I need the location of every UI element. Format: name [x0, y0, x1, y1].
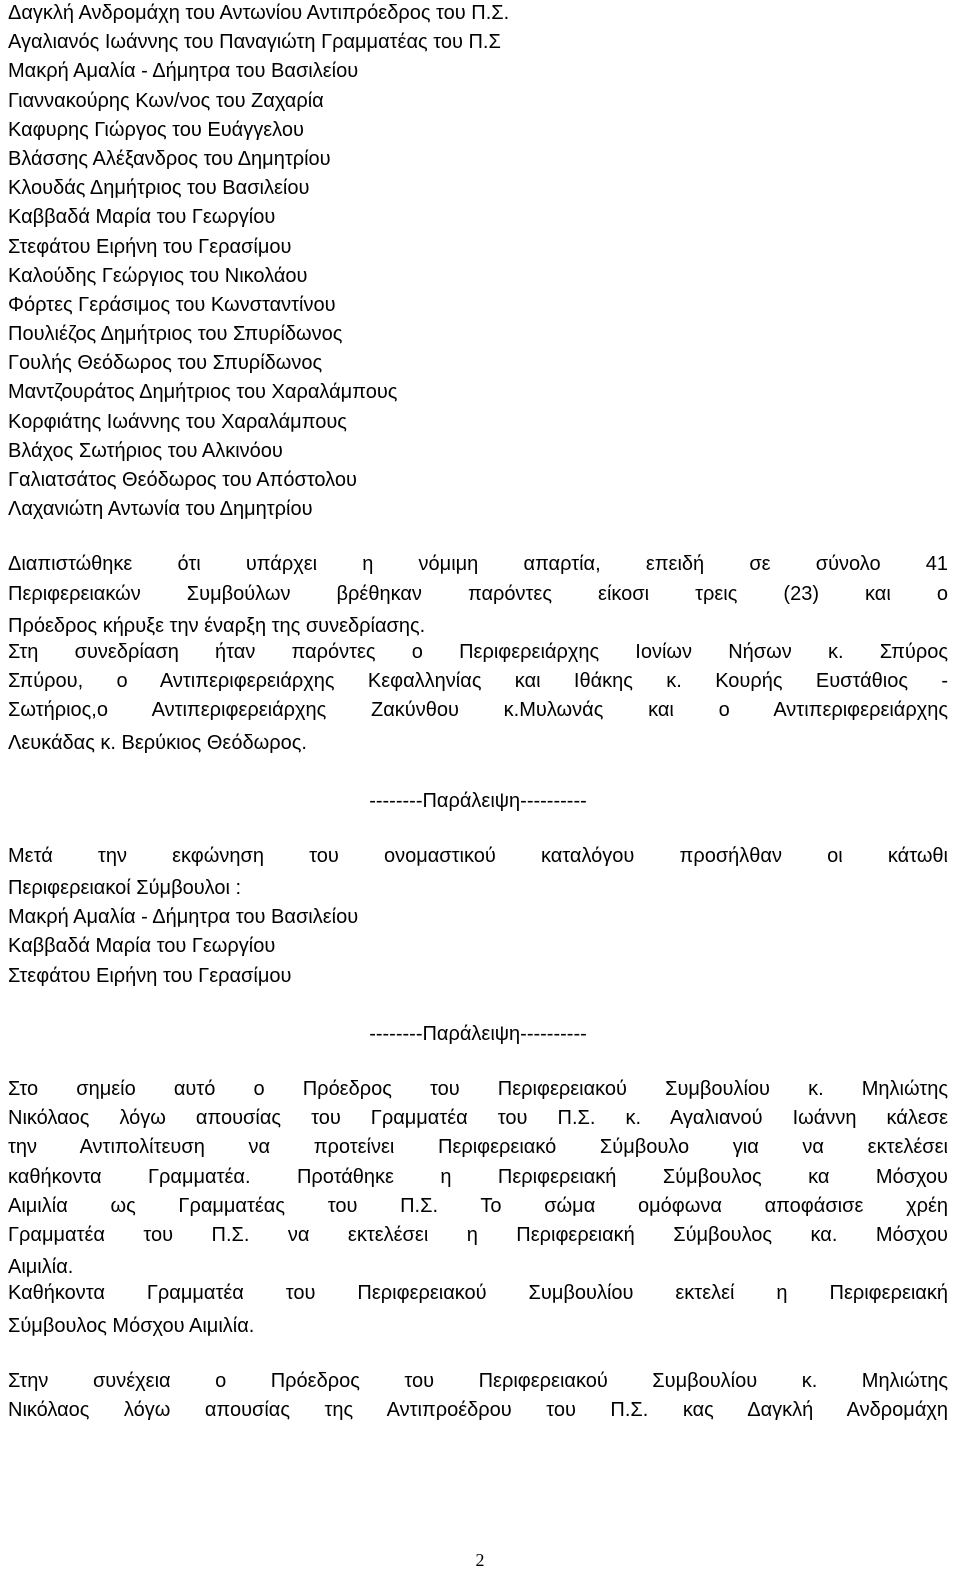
paragraph-line: Σύμβουλος Μόσχου Αιμιλία.	[8, 1314, 255, 1337]
paragraph-line: Καθήκοντα Γραμματέα του Περιφερειακού Συμβουλίου εκτελεί η Περιφερειακή	[8, 1282, 948, 1305]
attendance-paragraph	[8, 641, 948, 758]
paragraph-line: Λευκάδας κ. Βερύκιος Θεόδωρος.	[8, 731, 307, 754]
list-item: Γιαννακούρης Κων/νος του Ζαχαρία	[8, 89, 324, 112]
list-item: Μακρή Αμαλία - Δήμητρα του Βασιλείου	[8, 60, 359, 83]
paragraph-line: καθήκοντα Γραμματέα. Προτάθηκε η Περιφερειακή Σύμβουλος κα Μόσχου	[8, 1165, 948, 1188]
omission-marker: --------Παράλειψη----------	[369, 789, 587, 812]
paragraph-line: Αιμιλία ως Γραμματέας του Π.Σ. Το σώμα ομόφωνα αποφάσισε χρέη	[8, 1194, 948, 1217]
paragraph-line: Περιφερειακοί Σύμβουλοι :	[8, 877, 242, 900]
list-item: Κορφιάτης Ιωάννης του Χαραλάμπους	[8, 410, 347, 433]
paragraph-line: Στη συνεδρίαση ήταν παρόντες ο Περιφερειάρχης Ιονίων Νήσων κ. Σπύρος	[8, 640, 948, 663]
paragraph-line: Νικόλαος λόγω απουσίας του Γραμματέα του Π.Σ. κ. Αγαλιανού Ιωάννη κάλεσε	[8, 1107, 948, 1130]
list-item: Μακρή Αμαλία - Δήμητρα του Βασιλείου	[8, 906, 359, 929]
list-item: Φόρτες Γεράσιμος του Κωνσταντίνου	[8, 293, 336, 316]
list-item: Βλάχος Σωτήριος του Αλκινόου	[8, 439, 283, 462]
paragraph-line: την Αντιπολίτευση να προτείνει Περιφερειακό Σύμβουλο για να εκτελέσει	[8, 1136, 948, 1159]
spacer	[8, 758, 948, 787]
spacer	[8, 991, 948, 1020]
spacer	[8, 1341, 948, 1370]
spacer	[8, 816, 948, 845]
list-item: Μαντζουράτος Δημήτριος του Χαραλάμπους	[8, 381, 398, 404]
paragraph-line: Πρόεδρος κήρυξε την έναρξη της συνεδρίασης.	[8, 614, 426, 637]
spacer	[8, 1049, 948, 1078]
list-item: Καλούδης Γεώργιος του Νικολάου	[8, 264, 308, 287]
list-item: Κλουδάς Δημήτριος του Βασιλείου	[8, 177, 310, 200]
paragraph-line: Στο σημείο αυτό ο Πρόεδρος του Περιφερειακού Συμβουλίου κ. Μηλιώτης	[8, 1078, 948, 1100]
document-page	[8, 0, 948, 1428]
list-item: Στεφάτου Ειρήνη του Γερασίμου	[8, 964, 292, 987]
list-item: Πουλιέζος Δημήτριος του Σπυρίδωνος	[8, 323, 343, 346]
paragraph-line: Στην συνέχεια ο Πρόεδρος του Περιφερειακού Συμβουλίου κ. Μηλιώτης	[8, 1369, 948, 1392]
list-item: Λαχανιώτη Αντωνία του Δημητρίου	[8, 498, 313, 521]
paragraph-line: Νικόλαος λόγω απουσίας της Αντιπροέδρου του Π.Σ. κας Δαγκλή Ανδρομάχη	[8, 1398, 948, 1421]
paragraph-line: Σωτήριος,ο Αντιπεριφερειάρχης Ζακύνθου κ.Μυλωνάς και ο Αντιπεριφερειάρχης	[8, 699, 948, 722]
secretary-paragraph	[8, 1078, 948, 1341]
paragraph-line: Περιφερειακών Συμβούλων βρέθηκαν παρόντες είκοσι τρεις (23) και ο	[8, 582, 948, 605]
list-item: Αγαλιανός Ιωάννης του Παναγιώτη Γραμματέας του Π.Σ	[8, 31, 501, 54]
list-item: Καββαδά Μαρία του Γεωργίου	[8, 935, 276, 958]
paragraph-line: Αιμιλία.	[8, 1256, 74, 1279]
list-item: Βλάσσης Αλέξανδρος του Δημητρίου	[8, 147, 331, 170]
paragraph-line: Μετά την εκφώνηση του ονομαστικού καταλόγου προσήλθαν οι κάτωθι	[8, 844, 948, 867]
list-item: Δαγκλή Ανδρομάχη του Αντωνίου Αντιπρόεδρος του Π.Σ.	[8, 2, 510, 24]
omission-marker: --------Παράλειψη----------	[369, 1022, 587, 1045]
late-arrivals-paragraph	[8, 845, 948, 991]
paragraph-line: Σπύρου, ο Αντιπεριφερειάρχης Κεφαλληνίας και Ιθάκης κ. Κουρής Ευστάθιος -	[8, 670, 948, 693]
continuation-paragraph	[8, 1370, 948, 1428]
paragraph-line: Διαπιστώθηκε ότι υπάρχει η νόμιμη απαρτία, επειδή σε σύνολο 41	[8, 553, 948, 576]
page-number: 2	[475, 1550, 485, 1570]
spacer	[8, 524, 948, 553]
list-item: Καφυρης Γιώργος του Ευάγγελου	[8, 118, 304, 141]
list-item: Γουλής Θεόδωρος του Σπυρίδωνος	[8, 352, 323, 375]
list-item: Καββαδά Μαρία του Γεωργίου	[8, 206, 276, 229]
list-item: Γαλιατσάτος Θεόδωρος του Απόστολου	[8, 469, 357, 491]
list-item: Στεφάτου Ειρήνη του Γερασίμου	[8, 235, 292, 258]
present-members-list	[8, 0, 948, 524]
quorum-paragraph	[8, 553, 948, 641]
paragraph-line: Γραμματέα του Π.Σ. να εκτελέσει η Περιφερειακή Σύμβουλος κα. Μόσχου	[8, 1223, 948, 1246]
